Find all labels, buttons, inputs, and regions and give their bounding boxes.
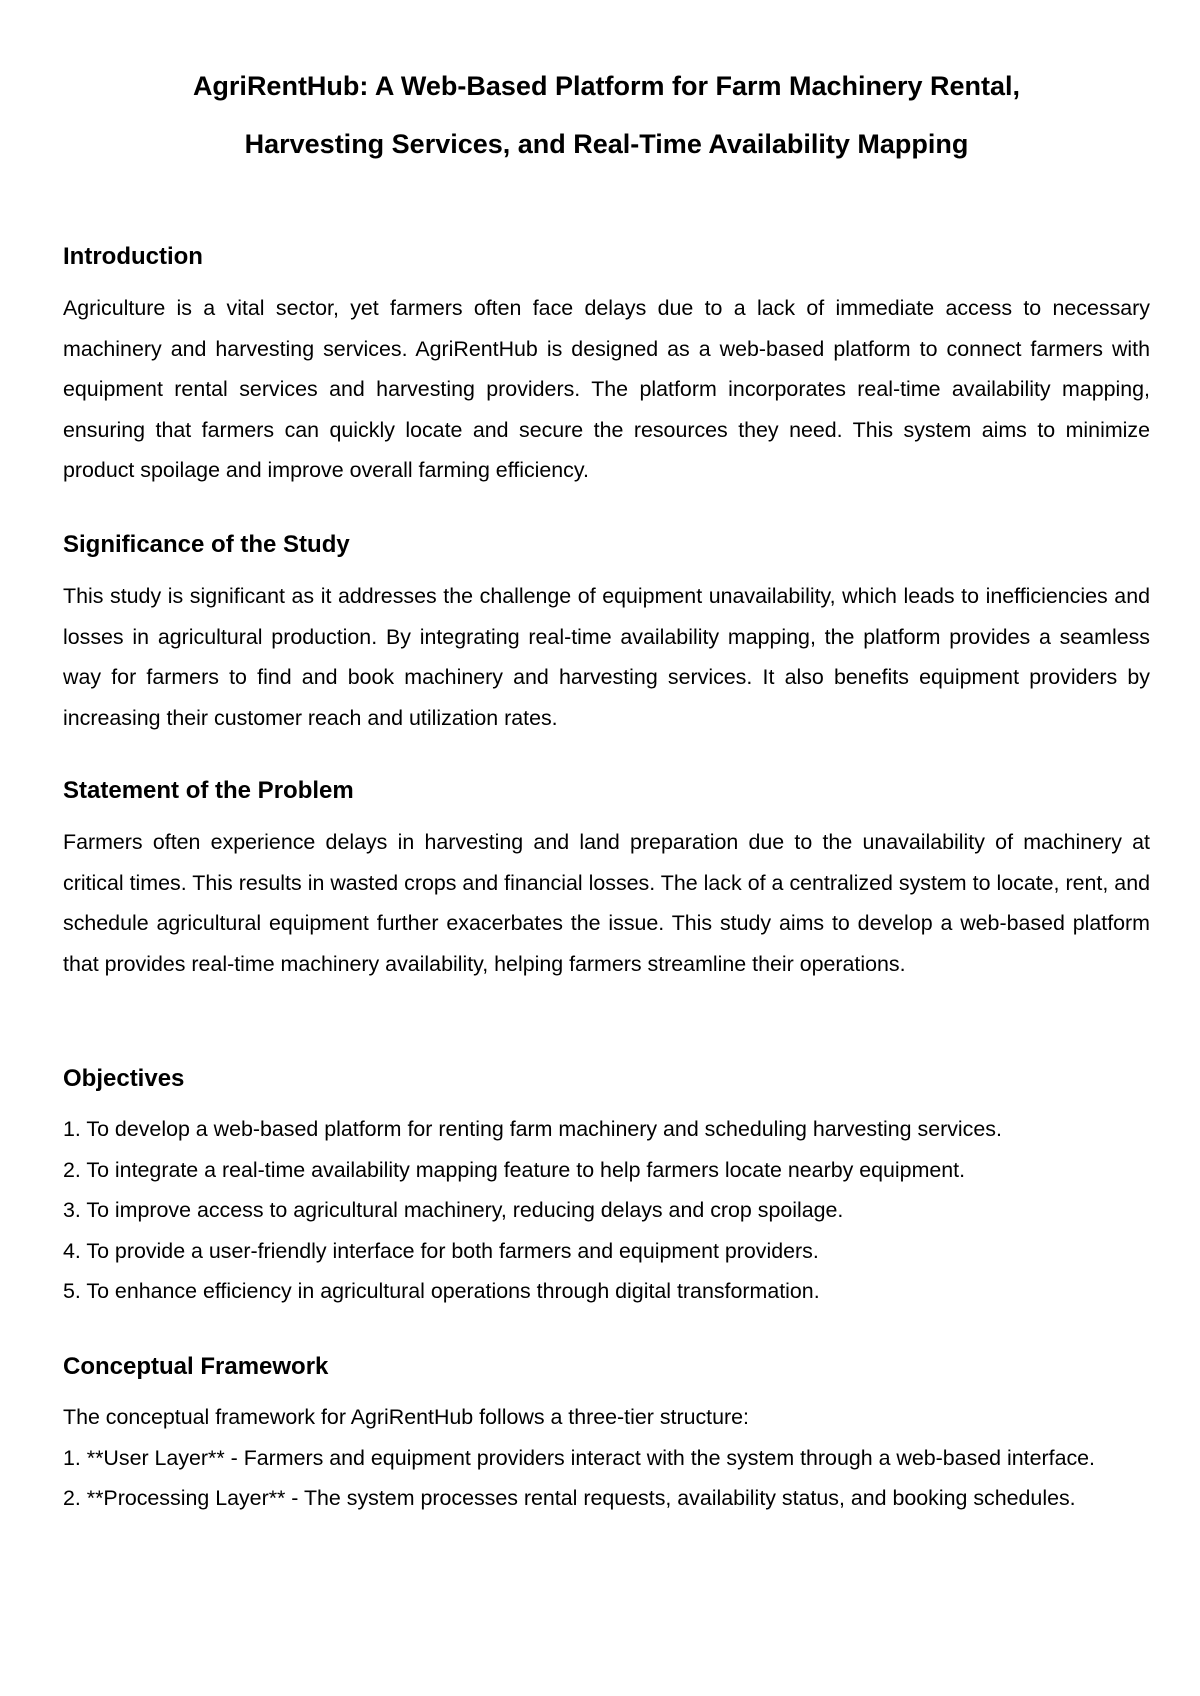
- document-title-line-1: AgriRentHub: A Web-Based Platform for Farm Machinery Rental,: [192, 71, 1021, 101]
- framework-item-processing-layer: 2. **Processing Layer** - The system processes rental requests, availability status, and booking schedules.: [63, 1486, 1076, 1510]
- section-conceptual-framework: [63, 1353, 1150, 1519]
- section-heading-problem: Statement of the Problem: [63, 777, 354, 804]
- section-significance: [63, 531, 1150, 738]
- objective-item: 3. To improve access to agricultural machinery, reducing delays and crop spoilage.: [63, 1198, 844, 1222]
- section-heading-framework: Conceptual Framework: [63, 1353, 329, 1380]
- section-introduction: [63, 243, 1150, 491]
- framework-intro: The conceptual framework for AgriRentHub follows a three-tier structure:: [63, 1405, 749, 1429]
- section-objectives: [63, 1065, 1150, 1312]
- document-title-line-2: Harvesting Services, and Real-Time Availability Mapping: [244, 129, 969, 159]
- section-problem-statement: [63, 777, 1150, 984]
- objective-item: 5. To enhance efficiency in agricultural operations through digital transformation.: [63, 1279, 820, 1303]
- section-heading-objectives: Objectives: [63, 1065, 185, 1092]
- section-body-introduction: Agriculture is a vital sector, yet farmers often face delays due to a lack of immediate access to necessary machinery and harvesting services. AgriRentHub is designed as a web-based platform to connect farmers with equipment rental services and harvesting providers. The platform incorporates real-time availability mapping, ensuring that farmers can quickly locate and secure the resources they need. This system aims to minimize product spoilage and improve overall farming efficiency.: [63, 296, 1150, 482]
- framework-item-user-layer: 1. **User Layer** - Farmers and equipment providers interact with the system through a web-based interface.: [63, 1445, 1095, 1470]
- objective-item: 4. To provide a user-friendly interface for both farmers and equipment providers.: [63, 1238, 819, 1263]
- section-heading-introduction: Introduction: [63, 243, 203, 270]
- section-body-problem: Farmers often experience delays in harvesting and land preparation due to the unavailability of machinery at critical times. This results in wasted crops and financial losses. The lack of a centralized system to locate, rent, and schedule agricultural equipment further exacerbates the issue. This study aims to develop a web-based platform that provides real-time machinery availability, helping farmers streamline their operations.: [63, 830, 1150, 976]
- section-heading-significance: Significance of the Study: [63, 531, 350, 558]
- objectives-list: [63, 1109, 1150, 1312]
- section-body-significance: This study is significant as it addresses the challenge of equipment unavailability, which leads to inefficiencies and losses in agricultural production. By integrating real-time availability mapping, the platform provides a seamless way for farmers to find and book machinery and harvesting services. It also benefits equipment providers by increasing their customer reach and utilization rates.: [63, 584, 1150, 730]
- objective-item: 1. To develop a web-based platform for renting farm machinery and scheduling harvesting services.: [63, 1117, 1002, 1141]
- objective-item: 2. To integrate a real-time availability mapping feature to help farmers locate nearby equipment.: [63, 1157, 966, 1182]
